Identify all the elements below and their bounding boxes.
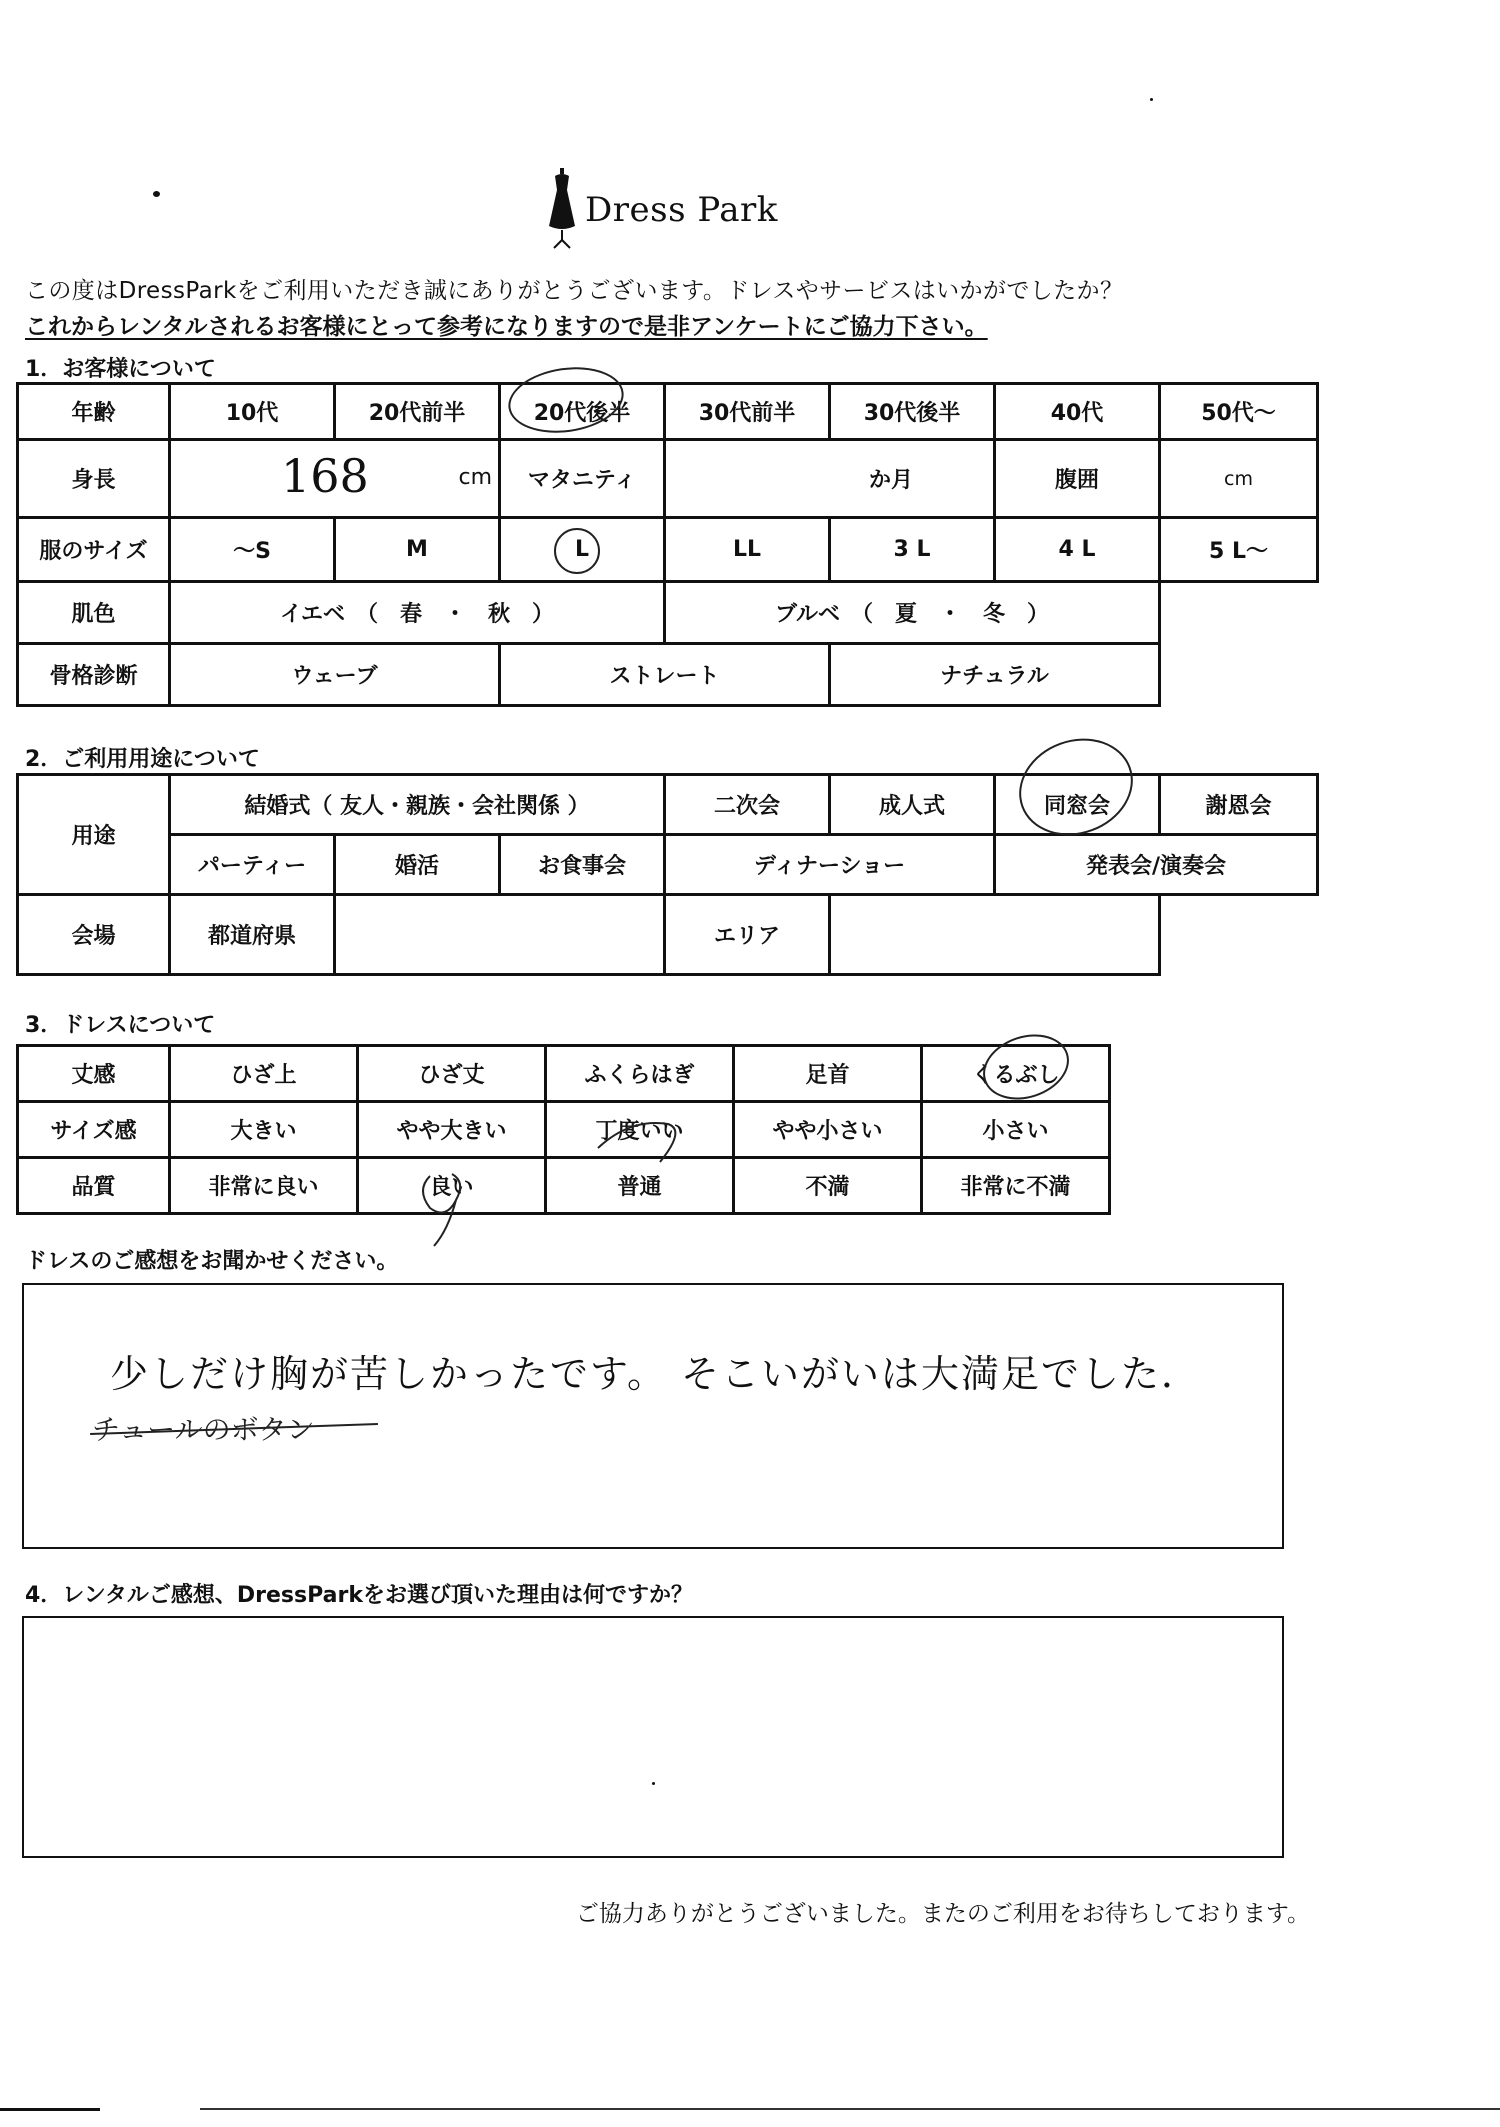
height-unit: cm (458, 465, 492, 490)
fit-label: サイズ感 (18, 1102, 170, 1158)
frame-option[interactable]: ストレート (500, 644, 830, 706)
purpose-option-selected[interactable]: 同窓会 (995, 775, 1160, 835)
maternity-label: マタニティ (500, 440, 665, 518)
height-value: 168 (281, 449, 369, 503)
frame-option[interactable]: ウェーブ (170, 644, 500, 706)
size-label: 服のサイズ (18, 518, 170, 582)
age-option-selected[interactable]: 20代後半 (500, 384, 665, 440)
age-option[interactable]: 50代～ (1160, 384, 1318, 440)
purpose-option[interactable]: 成人式 (830, 775, 995, 835)
quality-option[interactable]: 非常に良い (170, 1158, 358, 1214)
length-option[interactable]: ひざ丈 (358, 1046, 546, 1102)
scan-edge-line (0, 2108, 100, 2111)
waist-label: 腹囲 (995, 440, 1160, 518)
area-field[interactable] (830, 895, 1160, 975)
skin-blue-option[interactable]: ブルベ （ 夏 ・ 冬 ） (665, 582, 1160, 644)
skin-label: 肌色 (18, 582, 170, 644)
length-option-selected[interactable]: くるぶし (922, 1046, 1110, 1102)
impression-prompt: ドレスのご感想をお聞かせください。 (25, 1249, 399, 1274)
age-option[interactable]: 20代前半 (335, 384, 500, 440)
purpose-option[interactable]: 結婚式（ 友人・親族・会社関係 ） (170, 775, 665, 835)
quality-option[interactable]: 普通 (546, 1158, 734, 1214)
dress-form-logo-icon (545, 168, 579, 250)
age-option[interactable]: 40代 (995, 384, 1160, 440)
intro-text: この度はDressParkをご利用いただき誠にありがとうございます。ドレスやサービスはいかがでしたか？ (25, 278, 1124, 304)
size-option-selected[interactable]: L (500, 518, 665, 582)
section-1-title: 1．お客様について (25, 357, 216, 382)
height-field[interactable] (170, 440, 500, 518)
age-label: 年齢 (18, 384, 170, 440)
frame-label: 骨格診断 (18, 644, 170, 706)
reason-textarea[interactable] (22, 1616, 1284, 1858)
brand-logo-text: Dress Park (585, 190, 778, 230)
age-option[interactable]: 10代 (170, 384, 335, 440)
purpose-option[interactable]: 二次会 (665, 775, 830, 835)
fit-option-selected[interactable]: 丁度いい (546, 1102, 734, 1158)
scan-speck (153, 191, 160, 197)
strike-text: チュールのボタン (92, 1413, 315, 1446)
purpose-option[interactable]: 婚活 (335, 835, 500, 895)
month-unit: か月 (868, 468, 913, 493)
quality-option[interactable]: 不満 (734, 1158, 922, 1214)
height-label: 身長 (18, 440, 170, 518)
fit-selection-mark (590, 1110, 700, 1170)
size-option[interactable]: ～S (170, 518, 335, 582)
venue-label: 会場 (18, 895, 170, 975)
fit-option[interactable]: 小さい (922, 1102, 1110, 1158)
size-option[interactable]: LL (665, 518, 830, 582)
purpose-option[interactable]: ディナーショー (665, 835, 995, 895)
age-option[interactable]: 30代前半 (665, 384, 830, 440)
frame-option[interactable]: ナチュラル (830, 644, 1160, 706)
fit-option[interactable]: やや大きい (358, 1102, 546, 1158)
section-3-title: 3．ドレスについて (25, 1013, 216, 1038)
purpose-option[interactable]: 謝恩会 (1160, 775, 1318, 835)
purpose-option[interactable]: パーティー (170, 835, 335, 895)
age-option[interactable]: 30代後半 (830, 384, 995, 440)
dress-evaluation-table (16, 1044, 1111, 1215)
size-option[interactable]: 3 L (830, 518, 995, 582)
quality-option[interactable]: 非常に不満 (922, 1158, 1110, 1214)
purpose-option[interactable]: 発表会/演奏会 (995, 835, 1318, 895)
fit-option[interactable]: 大きい (170, 1102, 358, 1158)
quality-label: 品質 (18, 1158, 170, 1214)
length-label: 丈感 (18, 1046, 170, 1102)
area-label: エリア (665, 895, 830, 975)
impression-handwriting: 少しだけ胸が苦しかったです。 そこいがいは大満足でした． (110, 1352, 1202, 1396)
maternity-month-field[interactable] (665, 440, 995, 518)
scan-speck (652, 1782, 655, 1785)
waist-unit: cm (1224, 467, 1253, 490)
length-option[interactable]: 足首 (734, 1046, 922, 1102)
prefecture-field[interactable] (335, 895, 665, 975)
size-option[interactable]: 4 L (995, 518, 1160, 582)
prefecture-label: 都道府県 (170, 895, 335, 975)
fit-option[interactable]: やや小さい (734, 1102, 922, 1158)
size-option[interactable]: M (335, 518, 500, 582)
purpose-label: 用途 (18, 775, 170, 895)
size-option[interactable]: 5 L～ (1160, 518, 1318, 582)
scan-edge-line (200, 2108, 1500, 2110)
skin-yellow-option[interactable]: イエベ （ 春 ・ 秋 ） (170, 582, 665, 644)
customer-info-table (16, 382, 1319, 707)
length-option[interactable]: ふくらはぎ (546, 1046, 734, 1102)
waist-field[interactable] (1160, 440, 1318, 518)
section-4-title: 4．レンタルご感想、DressParkをお選び頂いた理由は何ですか？ (25, 1583, 693, 1608)
quality-selection-mark (408, 1160, 478, 1250)
length-option[interactable]: ひざ上 (170, 1046, 358, 1102)
scan-speck (1150, 98, 1153, 101)
purpose-option[interactable]: お食事会 (500, 835, 665, 895)
quality-option-selected[interactable]: 良い (358, 1158, 546, 1214)
section-2-title: 2．ご利用用途について (25, 747, 260, 772)
intro-request-text: これからレンタルされるお客様にとって参考になりますので是非アンケートにご協力下さい。 (25, 314, 988, 340)
thanks-message: ご協力ありがとうございました。またのご利用をお待ちしております。 (575, 1901, 1310, 1927)
size-selection-circle (554, 528, 600, 574)
